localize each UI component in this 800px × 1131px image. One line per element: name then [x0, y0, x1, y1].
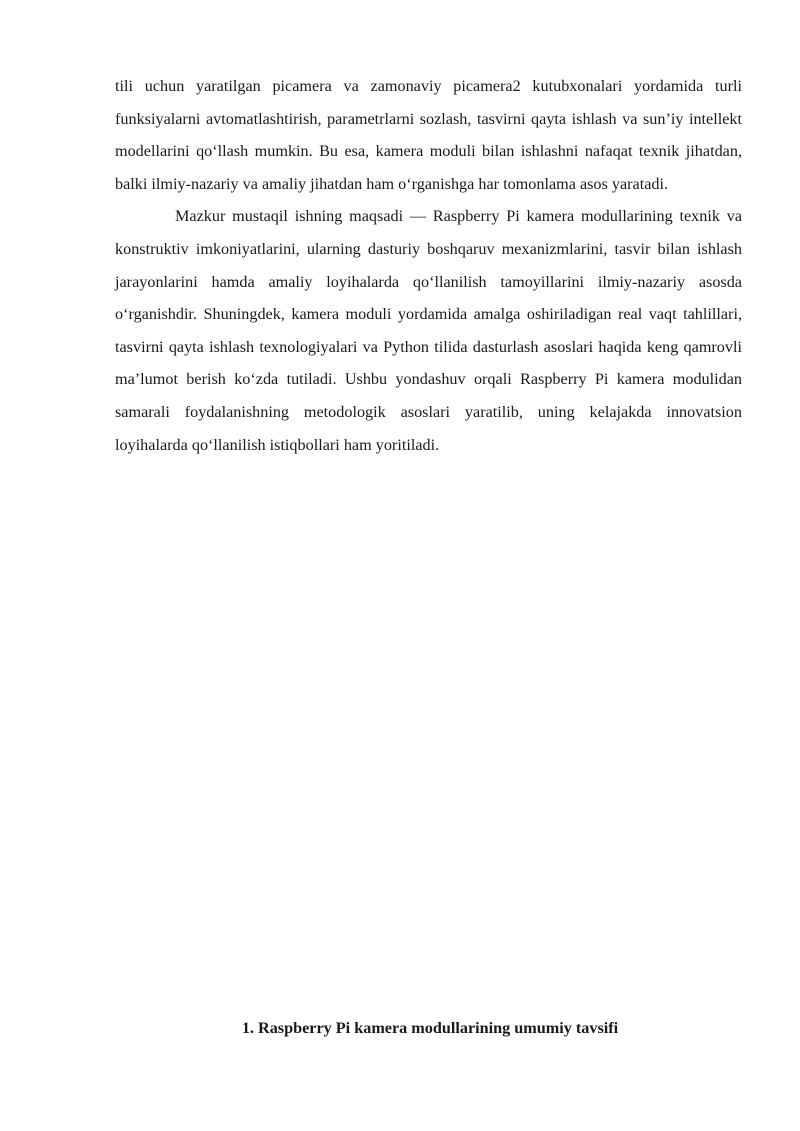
section-heading: 1. Raspberry Pi kamera modullarining umumiy tavsifi	[241, 1019, 619, 1037]
paragraph-continuation: tili uchun yaratilgan picamera va zamonaviy picamera2 kutubxonalari yordamida turli funksiyalarni avtomatlashtirish, parametrlarni sozlash, tasvirni qayta ishlash va sun’iy intellekt modellarini qo‘llash mumkin. Bu esa, kamera moduli bilan ishlashni nafaqat texnik jihatdan, balki ilmiy-nazariy va amaliy jihatdan ham o‘rganishga har tomonlama asos yaratadi.	[115, 77, 742, 193]
body-text	[115, 70, 742, 461]
paragraph-purpose: Mazkur mustaqil ishning maqsadi — Raspberry Pi kamera modullarining texnik va konstruktiv imkoniyatlarini, ularning dasturiy boshqaruv mexanizmlarini, tasvir bilan ishlash jarayonlarini hamda amaliy loyihalarda qo‘llanilish tamoyillarini ilmiy-nazariy asosda o‘rganishdir. Shuningdek, kamera moduli yordamida amalga oshiriladigan real vaqt tahlillari, tasvirni qayta ishlash texnologiyalari va Python tilida dasturlash asoslari haqida keng qamrovli ma’lumot berish ko‘zda tutiladi. Ushbu yondashuv orqali Raspberry Pi kamera modulidan samarali foydalanishning metodologik asoslari yaratilib, uning kelajakda innovatsion loyihalarda qo‘llanilish istiqbollari ham yoritiladi.	[115, 207, 742, 454]
